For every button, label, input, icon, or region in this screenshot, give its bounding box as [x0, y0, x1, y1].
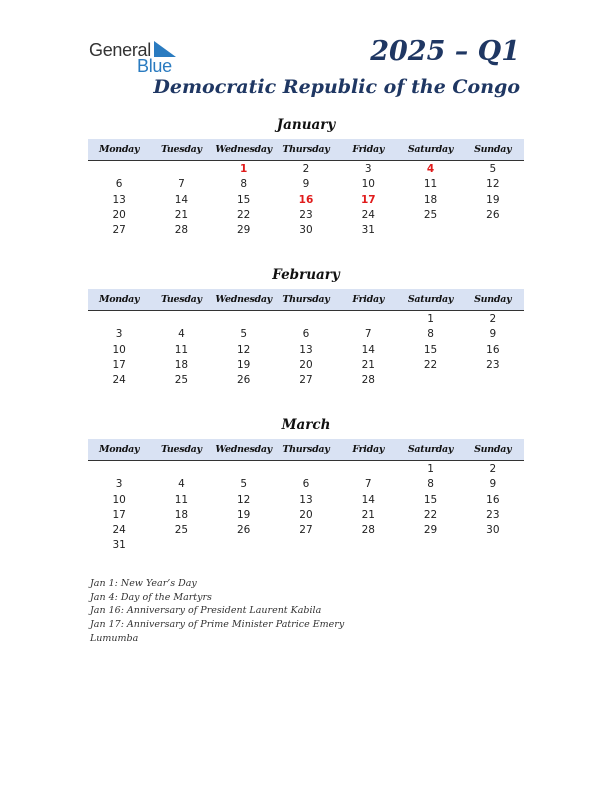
weekday-thursday: Thursday	[282, 144, 330, 155]
weekday-saturday: Saturday	[407, 294, 454, 305]
day-cell: 28	[361, 374, 375, 386]
day-cell: 8	[240, 178, 248, 191]
weekday-friday: Friday	[352, 294, 385, 305]
day-cell: 1	[427, 463, 434, 475]
holiday-note: Jan 17: Anniversary of Prime Minister Patrice Emery	[90, 619, 345, 631]
day-cell: 21	[361, 508, 375, 521]
day-cell: 8	[427, 478, 434, 491]
holiday-day-cell: 1	[240, 163, 248, 175]
day-cell: 3	[364, 163, 372, 175]
day-cell: 18	[174, 508, 189, 521]
holiday-note: Jan 1: New Year’s Day	[90, 578, 197, 589]
holiday-day-cell: 16	[298, 193, 314, 206]
day-cell: 5	[240, 478, 248, 491]
day-cell: 17	[112, 508, 126, 521]
day-cell: 9	[489, 328, 497, 341]
weekday-monday: Monday	[98, 444, 140, 455]
day-cell: 14	[361, 493, 375, 506]
day-cell: 20	[112, 208, 126, 221]
day-cell: 3	[115, 478, 123, 491]
day-cell: 28	[361, 524, 375, 536]
day-cell: 22	[237, 208, 251, 221]
day-cell: 31	[361, 224, 375, 236]
day-cell: 19	[237, 508, 251, 521]
weekday-header-row	[88, 139, 524, 161]
weekday-tuesday: Tuesday	[161, 444, 202, 455]
day-cell: 4	[178, 328, 185, 341]
day-cell: 29	[237, 224, 251, 236]
day-cell: 7	[364, 328, 372, 341]
logo-text-blue: Blue	[137, 56, 172, 76]
day-cell: 5	[489, 163, 497, 175]
day-cell: 27	[299, 524, 313, 536]
weekday-thursday: Thursday	[282, 444, 330, 455]
weekday-monday: Monday	[98, 294, 140, 305]
day-cell: 16	[486, 493, 500, 506]
weekday-tuesday: Tuesday	[161, 144, 202, 155]
day-cell: 1	[427, 313, 434, 325]
day-cell: 7	[364, 478, 372, 491]
day-cell: 10	[361, 178, 375, 191]
weekday-monday: Monday	[98, 144, 140, 155]
day-cell: 15	[237, 193, 251, 206]
day-cell: 31	[112, 539, 126, 552]
day-cell: 5	[240, 328, 248, 341]
day-cell: 2	[302, 163, 310, 175]
day-cell: 6	[115, 178, 123, 191]
holiday-day-cell: 4	[426, 163, 435, 175]
day-cell: 19	[486, 193, 500, 206]
day-cell: 3	[115, 328, 123, 341]
weekday-sunday: Sunday	[474, 444, 512, 455]
weekday-header-row	[88, 289, 524, 311]
day-cell: 21	[361, 358, 375, 371]
day-cell: 25	[174, 374, 189, 386]
page-title: 2025 – Q1	[370, 36, 520, 67]
day-cell: 4	[178, 478, 185, 491]
country-subtitle: Democratic Republic of the Congo	[153, 76, 520, 98]
day-cell: 6	[302, 478, 310, 491]
day-cell: 14	[361, 343, 375, 356]
day-cell: 21	[174, 208, 189, 221]
day-cell: 26	[237, 524, 251, 536]
weekday-saturday: Saturday	[407, 444, 454, 455]
day-cell: 10	[112, 343, 126, 356]
day-cell: 17	[112, 358, 126, 371]
logo-text-general: General	[89, 40, 151, 60]
day-cell: 13	[112, 193, 126, 206]
day-cell: 18	[174, 358, 189, 371]
day-cell: 9	[302, 178, 310, 191]
day-cell: 22	[423, 508, 438, 521]
day-cell: 11	[174, 343, 189, 356]
day-cell: 26	[486, 208, 500, 221]
weekday-sunday: Sunday	[474, 294, 512, 305]
month-title-february: February	[272, 267, 340, 283]
day-cell: 16	[486, 343, 500, 356]
day-cell: 18	[423, 193, 438, 206]
day-cell: 12	[486, 178, 500, 191]
day-cell: 24	[112, 524, 126, 536]
day-cell: 14	[174, 193, 189, 206]
day-cell: 27	[112, 224, 126, 236]
weekday-friday: Friday	[352, 444, 385, 455]
holiday-note: Lumumba	[90, 632, 139, 644]
day-cell: 30	[299, 224, 313, 236]
day-cell: 12	[237, 343, 251, 356]
day-cell: 10	[112, 493, 126, 506]
weekday-thursday: Thursday	[282, 294, 330, 305]
generalblue-logo	[89, 40, 189, 76]
day-cell: 20	[299, 358, 313, 371]
day-cell: 24	[361, 208, 375, 221]
holiday-note: Jan 4: Day of the Martyrs	[90, 591, 212, 603]
day-cell: 15	[423, 343, 438, 356]
day-cell: 23	[299, 208, 313, 221]
month-title-january: January	[276, 117, 336, 133]
day-cell: 23	[486, 358, 500, 371]
day-cell: 22	[423, 358, 438, 371]
weekday-saturday: Saturday	[407, 144, 454, 155]
day-cell: 15	[423, 493, 438, 506]
holiday-note: Jan 16: Anniversary of President Laurent Kabila	[90, 605, 322, 617]
day-cell: 9	[489, 478, 497, 491]
day-cell: 29	[423, 524, 438, 536]
day-cell: 12	[237, 493, 251, 506]
weekday-header-row	[88, 439, 524, 461]
day-cell: 8	[427, 328, 434, 341]
day-cell: 27	[299, 374, 313, 386]
weekday-friday: Friday	[352, 144, 385, 155]
weekday-sunday: Sunday	[474, 144, 512, 155]
weekday-wednesday: Wednesday	[215, 294, 272, 305]
weekday-wednesday: Wednesday	[215, 144, 272, 155]
day-cell: 26	[237, 374, 251, 386]
day-cell: 30	[486, 524, 500, 536]
day-cell: 24	[112, 374, 126, 386]
day-cell: 6	[302, 328, 310, 341]
day-cell: 19	[237, 358, 251, 371]
day-cell: 7	[178, 178, 185, 191]
holiday-day-cell: 17	[360, 193, 376, 206]
weekday-wednesday: Wednesday	[215, 444, 272, 455]
day-cell: 11	[174, 493, 189, 506]
holiday-notes	[90, 577, 350, 646]
day-cell: 2	[489, 313, 497, 325]
logo-triangle-icon	[154, 41, 176, 57]
day-cell: 20	[299, 508, 313, 521]
day-cell: 28	[174, 224, 189, 236]
day-cell: 23	[486, 508, 500, 521]
day-cell: 2	[489, 463, 497, 475]
weekday-tuesday: Tuesday	[161, 294, 202, 305]
day-cell: 25	[423, 208, 438, 221]
day-cell: 13	[299, 343, 313, 356]
month-title-march: March	[281, 417, 331, 433]
day-cell: 11	[423, 178, 438, 191]
day-cell: 13	[299, 493, 313, 506]
day-cell: 25	[174, 524, 189, 536]
